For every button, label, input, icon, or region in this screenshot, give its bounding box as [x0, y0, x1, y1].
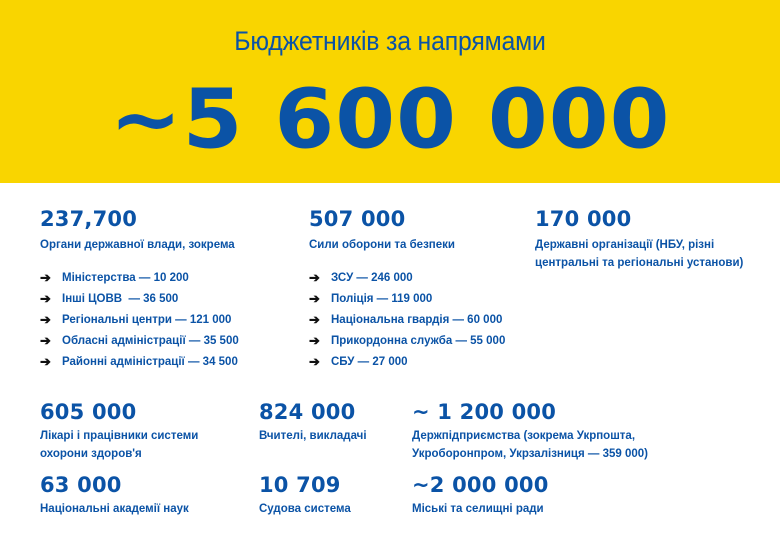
stat-value: 824 000	[259, 400, 356, 424]
list-item	[40, 309, 300, 330]
arrow-right-icon: ➔	[309, 269, 320, 285]
page-title: Бюджетників за напрямами	[234, 26, 546, 56]
list-item-text: Інші ЦОВВ — 36 500	[62, 292, 179, 305]
stat-label	[259, 500, 409, 518]
arrow-right-icon: ➔	[40, 311, 51, 327]
group-label: Органи державної влади, зокрема	[40, 239, 235, 251]
arrow-right-icon: ➔	[309, 353, 320, 369]
list-item-text: ЗСУ — 246 000	[331, 271, 413, 284]
stat-label-line: Вчителі, викладачі	[259, 430, 367, 442]
group-label-line: центральні та регіональні установи)	[535, 257, 744, 269]
list-item	[309, 330, 529, 351]
stat-label	[259, 427, 409, 445]
stat-value: ~ 1 200 000	[412, 400, 557, 424]
stat-label-line: Держпідприємства (зокрема Укрпошта,	[412, 430, 636, 442]
group-value: 237,700	[40, 207, 138, 231]
list-item	[40, 351, 300, 372]
arrow-right-icon: ➔	[309, 311, 320, 327]
stat-healthcare	[40, 400, 250, 463]
stat-label	[40, 500, 250, 518]
stat-label-line: Лікарі і працівники системи	[40, 430, 199, 442]
arrow-right-icon: ➔	[40, 353, 51, 369]
stat-academies	[40, 473, 250, 518]
list-item-text: СБУ — 27 000	[331, 355, 408, 368]
list-item-text: Обласні адміністрації — 35 500	[62, 334, 239, 347]
list-item	[309, 288, 529, 309]
list-item	[309, 309, 529, 330]
stat-label-line: Судова система	[259, 503, 351, 515]
stat-label	[40, 427, 250, 463]
stat-label-line: Міські та селищні ради	[412, 503, 544, 515]
group-value: 507 000	[309, 207, 406, 231]
group-government-bodies	[40, 207, 300, 372]
header-banner	[0, 0, 780, 183]
stat-label	[412, 427, 712, 463]
stat-value: 605 000	[40, 400, 137, 424]
arrow-right-icon: ➔	[309, 290, 320, 306]
list-item	[309, 351, 529, 372]
breakdown-list	[309, 267, 529, 372]
stat-judiciary	[259, 473, 409, 518]
stat-label-line: Національні академії наук	[40, 503, 189, 515]
list-item-text: Міністерства — 10 200	[62, 271, 189, 284]
group-label-line: Державні організації (НБУ, різні	[535, 239, 715, 251]
arrow-right-icon: ➔	[40, 290, 51, 306]
list-item	[40, 330, 300, 351]
group-value: 170 000	[535, 207, 632, 231]
arrow-right-icon: ➔	[40, 269, 51, 285]
stat-value: ~2 000 000	[412, 473, 549, 497]
stat-local-councils	[412, 473, 712, 518]
arrow-right-icon: ➔	[309, 332, 320, 348]
breakdown-list	[40, 267, 300, 372]
list-item	[309, 267, 529, 288]
stat-label-line: Укроборонпром, Укрзалізниця — 359 000)	[412, 448, 648, 460]
stat-label-line: охорони здоров'я	[40, 448, 142, 460]
list-item-text: Національна гвардія — 60 000	[331, 313, 503, 326]
list-item	[40, 267, 300, 288]
list-item-text: Поліція — 119 000	[331, 292, 433, 305]
arrow-right-icon: ➔	[40, 332, 51, 348]
list-item-text: Районні адміністрації — 34 500	[62, 355, 238, 368]
group-state-organizations	[535, 207, 775, 272]
stat-state-enterprises	[412, 400, 712, 463]
list-item-text: Регіональні центри — 121 000	[62, 313, 232, 326]
group-label	[535, 236, 775, 272]
stat-value: 10 709	[259, 473, 341, 497]
stat-teachers	[259, 400, 409, 445]
group-defense-security	[309, 207, 529, 372]
total-count: ~5 600 000	[109, 72, 671, 168]
group-label: Сили оборони та безпеки	[309, 239, 455, 251]
list-item	[40, 288, 300, 309]
stat-label	[412, 500, 712, 518]
list-item-text: Прикордонна служба — 55 000	[331, 334, 506, 347]
stat-value: 63 000	[40, 473, 122, 497]
